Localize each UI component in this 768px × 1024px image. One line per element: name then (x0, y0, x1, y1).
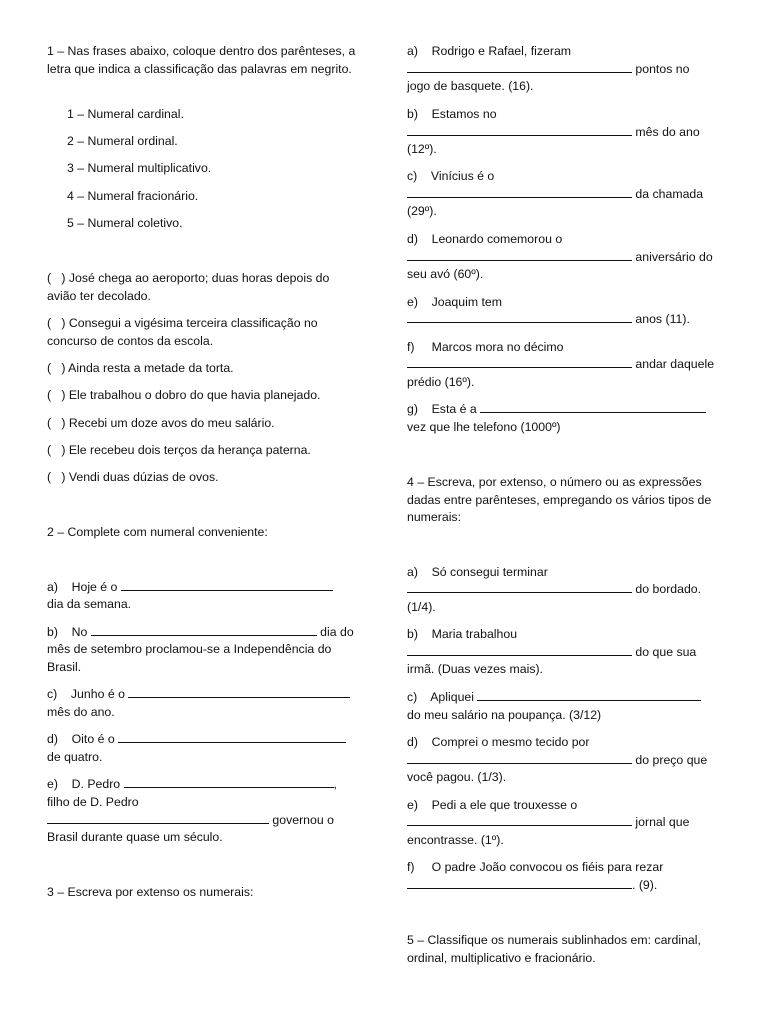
answer-blank[interactable] (128, 686, 350, 698)
answer-blank[interactable] (477, 689, 701, 701)
q4-item-b-line: do que sua (407, 644, 732, 662)
q4-item-c-cont: do meu salário na poupança. (3/12) (407, 708, 602, 722)
answer-blank[interactable] (407, 311, 632, 323)
q4-item-b: b) Maria trabalhou (407, 627, 518, 641)
q2-item-e-cont: filho de D. Pedro (47, 795, 139, 809)
q2-item-e-cont: Brasil durante quase um século. (47, 830, 223, 844)
q2-item-e: e) D. Pedro , (47, 777, 337, 791)
q4-item-b-cont: irmã. (Duas vezes mais). (407, 662, 543, 676)
answer-blank[interactable] (407, 752, 632, 764)
q4-item-f-line: . (9). (407, 877, 732, 895)
answer-blank[interactable] (407, 356, 632, 368)
q4-item-e: e) Pedi a ele que trouxesse o (407, 798, 578, 812)
q3-item-b-line: mês do ano (407, 124, 732, 142)
answer-blank[interactable] (407, 814, 632, 826)
answer-blank[interactable] (480, 401, 706, 413)
q3-item-d-line: aniversário do (407, 249, 732, 267)
q1-item: ( ) Ele trabalhou o dobro do que havia planejado. (47, 388, 321, 402)
q4-item-f: f) O padre João convocou os fiéis para rezar (407, 860, 664, 874)
q1-item: ( ) José chega ao aeroporto; duas horas depois do avião ter decolado. (47, 271, 333, 303)
q1-option: 3 – Numeral multiplicativo. (67, 161, 212, 175)
question-4-heading: 4 – Escreva, por extenso, o número ou as expressões dadas entre parênteses, empregando os vários tipos de numerais: (407, 475, 715, 525)
q3-item-c: c) Vinícius é o (407, 169, 495, 183)
q3-item-d: d) Leonardo comemorou o (407, 232, 563, 246)
q4-item-a: a) Só consegui terminar (407, 565, 548, 579)
answer-blank[interactable] (407, 186, 632, 198)
q3-item-a-line: pontos no (407, 61, 732, 79)
answer-blank[interactable] (407, 61, 632, 73)
q2-item-b-cont: mês de setembro proclamou-se a Independência do (47, 642, 332, 656)
q3-item-b: b) Estamos no (407, 107, 497, 121)
question-5-heading: 5 – Classifique os numerais sublinhados em: cardinal, ordinal, multiplicativo e fracionário. (407, 933, 705, 965)
answer-blank[interactable] (407, 581, 632, 593)
question-1-heading: 1 – Nas frases abaixo, coloque dentro dos parênteses, a letra que indica a classificação das palavras em negrito. (47, 44, 359, 76)
q3-item-c-line: da chamada (407, 186, 732, 204)
q2-item-d-cont: de quatro. (47, 750, 103, 764)
q4-item-c: c) Apliquei (407, 689, 732, 707)
q3-item-g-cont: vez que lhe telefono (1000º) (407, 420, 561, 434)
answer-blank[interactable] (407, 644, 632, 656)
q1-item: ( ) Ainda resta a metade da torta. (47, 361, 234, 375)
question-2-heading: 2 – Complete com numeral conveniente: (47, 525, 268, 539)
question-3-heading: 3 – Escreva por extenso os numerais: (47, 885, 254, 899)
q3-item-b-cont: (12º). (407, 142, 437, 156)
answer-blank[interactable] (124, 776, 334, 788)
answer-blank[interactable] (407, 124, 632, 136)
q1-option: 2 – Numeral ordinal. (67, 134, 178, 148)
q2-item-a-cont: dia da semana. (47, 597, 132, 611)
q3-item-e-line: anos (11). (407, 311, 732, 329)
q1-item: ( ) Ele recebeu dois terços da herança paterna. (47, 443, 311, 457)
q3-item-f-cont: prédio (16º). (407, 375, 475, 389)
q2-item-c-cont: mês do ano. (47, 705, 115, 719)
answer-blank[interactable] (47, 812, 269, 824)
q1-item: ( ) Recebi um doze avos do meu salário. (47, 416, 275, 430)
q3-item-e: e) Joaquim tem (407, 295, 502, 309)
q3-item-f: f) Marcos mora no décimo (407, 340, 564, 354)
q4-item-d-cont: você pagou. (1/3). (407, 770, 507, 784)
q2-item-b-cont: Brasil. (47, 660, 82, 674)
q3-item-f-line: andar daquele (407, 356, 732, 374)
q4-item-a-cont: (1/4). (407, 600, 436, 614)
q1-option: 1 – Numeral cardinal. (67, 107, 184, 121)
q3-item-c-cont: (29º). (407, 204, 437, 218)
q3-item-d-cont: seu avó (60º). (407, 267, 484, 281)
answer-blank[interactable] (407, 877, 632, 889)
q1-item: ( ) Consegui a vigésima terceira classificação no concurso de contos da escola. (47, 316, 322, 348)
answer-blank[interactable] (118, 731, 346, 743)
q1-option: 5 – Numeral coletivo. (67, 216, 183, 230)
q1-option: 4 – Numeral fracionário. (67, 189, 199, 203)
q2-item-c: c) Junho é o (47, 686, 362, 704)
q2-item-d: d) Oito é o (47, 731, 362, 749)
q4-item-d: d) Comprei o mesmo tecido por (407, 735, 590, 749)
q4-item-e-line: jornal que (407, 814, 732, 832)
q2-item-e-cont2: governou o (47, 812, 362, 830)
answer-blank[interactable] (121, 579, 333, 591)
q2-item-a: a) Hoje é o (47, 579, 362, 597)
q2-item-b: b) No dia do (47, 625, 354, 639)
q3-item-a: a) Rodrigo e Rafael, fizeram (407, 44, 572, 58)
answer-blank[interactable] (91, 624, 317, 636)
q4-item-d-line: do preço que (407, 752, 732, 770)
q3-item-g: g) Esta é a (407, 401, 732, 419)
q4-item-e-cont: encontrasse. (1º). (407, 833, 504, 847)
q1-item: ( ) Vendi duas dúzias de ovos. (47, 470, 219, 484)
q3-item-a-cont: jogo de basquete. (16). (407, 79, 534, 93)
answer-blank[interactable] (407, 249, 632, 261)
q4-item-a-line: do bordado. (407, 581, 732, 599)
